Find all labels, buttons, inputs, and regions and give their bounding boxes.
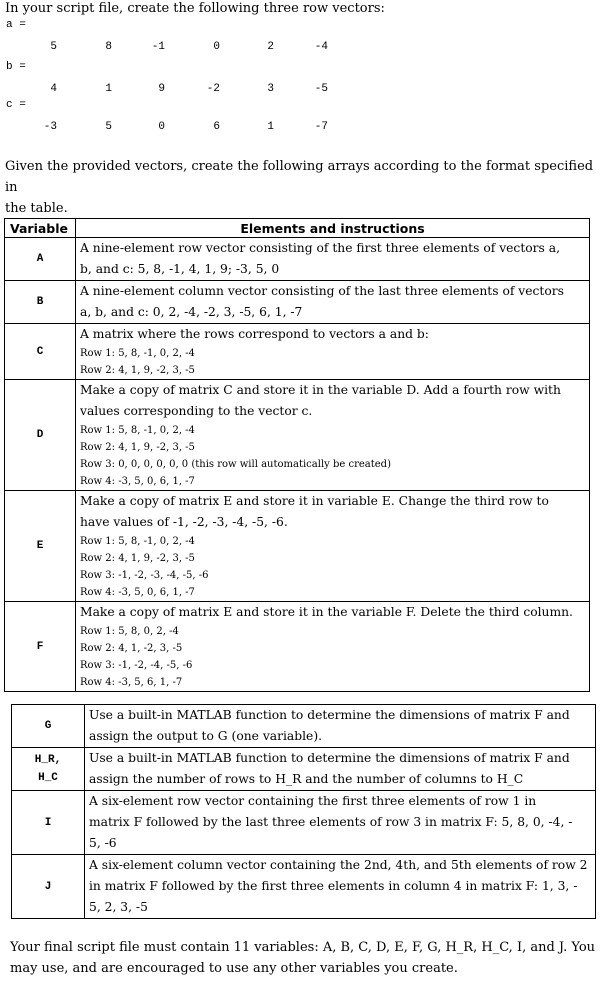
table-row — [12, 791, 596, 855]
vector-value: 0 — [158, 121, 165, 133]
vector-value: -2 — [206, 83, 220, 95]
header-variable: Variable — [5, 219, 76, 238]
instruction-line: Use a built-in MATLAB function to determine the dimensions of matrix F and — [89, 708, 570, 722]
instructions-line: the table. — [5, 201, 68, 216]
variable-cell: F — [5, 602, 76, 692]
vector-value: -3 — [43, 121, 57, 133]
table-row — [12, 705, 596, 748]
vector-value: 8 — [105, 41, 112, 53]
matrix-row-line: Row 1: 5, 8, 0, 2, -4 — [80, 626, 179, 637]
vector-b-label: b = — [6, 61, 26, 73]
instruction-cell — [76, 238, 590, 281]
matrix-row-line: Row 2: 4, 1, 9, -2, 3, -5 — [80, 365, 195, 376]
matrix-row-line: Row 1: 5, 8, -1, 0, 2, -4 — [80, 425, 195, 436]
matrix-row-line: Row 2: 4, 1, -2, 3, -5 — [80, 643, 183, 654]
variables-table — [4, 218, 590, 692]
table-row — [5, 238, 590, 281]
vector-b-values — [0, 82, 340, 96]
instruction-cell — [76, 602, 590, 692]
variable-cell: C — [5, 324, 76, 380]
vector-value: 0 — [213, 41, 220, 53]
table-row — [12, 855, 596, 919]
vector-value: 1 — [267, 121, 274, 133]
matrix-row-line: Row 1: 5, 8, -1, 0, 2, -4 — [80, 348, 195, 359]
instruction-line: 5, 2, 3, -5 — [89, 900, 148, 914]
final-line: Your final script file must contain 11 variables: A, B, C, D, E, F, G, H_R, H_C, I, and J. You — [10, 940, 596, 955]
final-line: may use, and are encouraged to use any other variables you create. — [10, 961, 458, 976]
variable-cell: E — [5, 491, 76, 602]
instruction-line: A matrix where the rows correspond to vectors a and b: — [80, 327, 429, 341]
header-elements: Elements and instructions — [76, 219, 590, 238]
instruction-line: b, and c: 5, 8, -1, 4, 1, 9; -3, 5, 0 — [80, 262, 280, 276]
vector-value: 9 — [158, 83, 165, 95]
function-table — [11, 704, 596, 919]
table-row — [12, 748, 596, 791]
vector-a-values — [0, 40, 340, 54]
instruction-cell — [85, 791, 596, 855]
vector-a-label: a = — [6, 19, 26, 31]
instruction-line: A nine-element column vector consisting of the last three elements of vectors — [80, 284, 564, 298]
variable-cell: D — [5, 380, 76, 491]
matrix-row-line: Row 4: -3, 5, 0, 6, 1, -7 — [80, 587, 195, 598]
intro-text: In your script file, create the following three row vectors: — [5, 1, 385, 16]
instruction-line: a, b, and c: 0, 2, -4, -2, 3, -5, 6, 1, -7 — [80, 305, 303, 319]
table-row — [5, 602, 590, 692]
vector-value: -1 — [151, 41, 165, 53]
vector-value: 1 — [105, 83, 112, 95]
variable-cell: G — [12, 705, 85, 748]
instruction-cell — [85, 705, 596, 748]
instructions-line: Given the provided vectors, create the following arrays according to the format specified in — [5, 159, 594, 195]
vector-value: 2 — [267, 41, 274, 53]
instruction-line: assign the number of rows to H_R and the number of columns to H_C — [89, 772, 524, 786]
vector-value: 3 — [267, 83, 274, 95]
matrix-row-line: Row 4: -3, 5, 6, 1, -7 — [80, 677, 183, 688]
instruction-line: values corresponding to the vector c. — [80, 404, 313, 418]
matrix-row-line: Row 4: -3, 5, 0, 6, 1, -7 — [80, 476, 195, 487]
table-row — [5, 491, 590, 602]
vector-value: 5 — [105, 121, 112, 133]
vector-c-values — [0, 120, 340, 134]
instruction-line: Use a built-in MATLAB function to determine the dimensions of matrix F and — [89, 751, 570, 765]
instruction-cell — [76, 491, 590, 602]
instructions-paragraph — [5, 156, 595, 219]
instruction-line: A nine-element row vector consisting of the first three elements of vectors a, — [80, 241, 561, 255]
matrix-row-line: Row 1: 5, 8, -1, 0, 2, -4 — [80, 536, 195, 547]
variable-cell: J — [12, 855, 85, 919]
vector-value: 4 — [50, 83, 57, 95]
matrix-row-line: Row 2: 4, 1, 9, -2, 3, -5 — [80, 553, 195, 564]
instruction-line: A six-element row vector containing the first three elements of row 1 in — [89, 794, 537, 808]
instruction-line: in matrix F followed by the first three elements in column 4 in matrix F: 1, 3, - — [89, 879, 578, 893]
instruction-line: Make a copy of matrix E and store it in the variable F. Delete the third column. — [80, 605, 573, 619]
table-header-row — [5, 219, 590, 238]
instruction-line: have values of -1, -2, -3, -4, -5, -6. — [80, 515, 288, 529]
table-row — [5, 281, 590, 324]
variable-cell: H_R, H_C — [12, 748, 85, 791]
instruction-line: Make a copy of matrix E and store it in variable E. Change the third row to — [80, 494, 549, 508]
vector-value: 5 — [50, 41, 57, 53]
matrix-row-line: Row 3: -1, -2, -4, -5, -6 — [80, 660, 193, 671]
vector-value: 6 — [213, 121, 220, 133]
instruction-cell — [76, 281, 590, 324]
vector-value: -7 — [314, 121, 328, 133]
matrix-row-line: Row 3: 0, 0, 0, 0, 0, 0 (this row will automatically be created) — [80, 459, 391, 470]
instruction-cell — [85, 748, 596, 791]
variable-cell: A — [5, 238, 76, 281]
instruction-cell — [85, 855, 596, 919]
instruction-line: 5, -6 — [89, 836, 117, 850]
final-paragraph — [10, 937, 600, 979]
instruction-line: assign the output to G (one variable). — [89, 729, 323, 743]
instruction-cell — [76, 324, 590, 380]
table-row — [5, 324, 590, 380]
vector-value: -5 — [314, 83, 328, 95]
instruction-line: matrix F followed by the last three elements of row 3 in matrix F: 5, 8, 0, -4, - — [89, 815, 573, 829]
instruction-cell — [76, 380, 590, 491]
variable-cell: I — [12, 791, 85, 855]
vector-value: -4 — [314, 41, 328, 53]
instruction-line: A six-element column vector containing the 2nd, 4th, and 5th elements of row 2 — [89, 858, 588, 872]
table-row — [5, 380, 590, 491]
instruction-line: Make a copy of matrix C and store it in the variable D. Add a fourth row with — [80, 383, 561, 397]
matrix-row-line: Row 3: -1, -2, -3, -4, -5, -6 — [80, 570, 209, 581]
variable-cell: B — [5, 281, 76, 324]
vector-c-label: c = — [6, 99, 26, 111]
matrix-row-line: Row 2: 4, 1, 9, -2, 3, -5 — [80, 442, 195, 453]
